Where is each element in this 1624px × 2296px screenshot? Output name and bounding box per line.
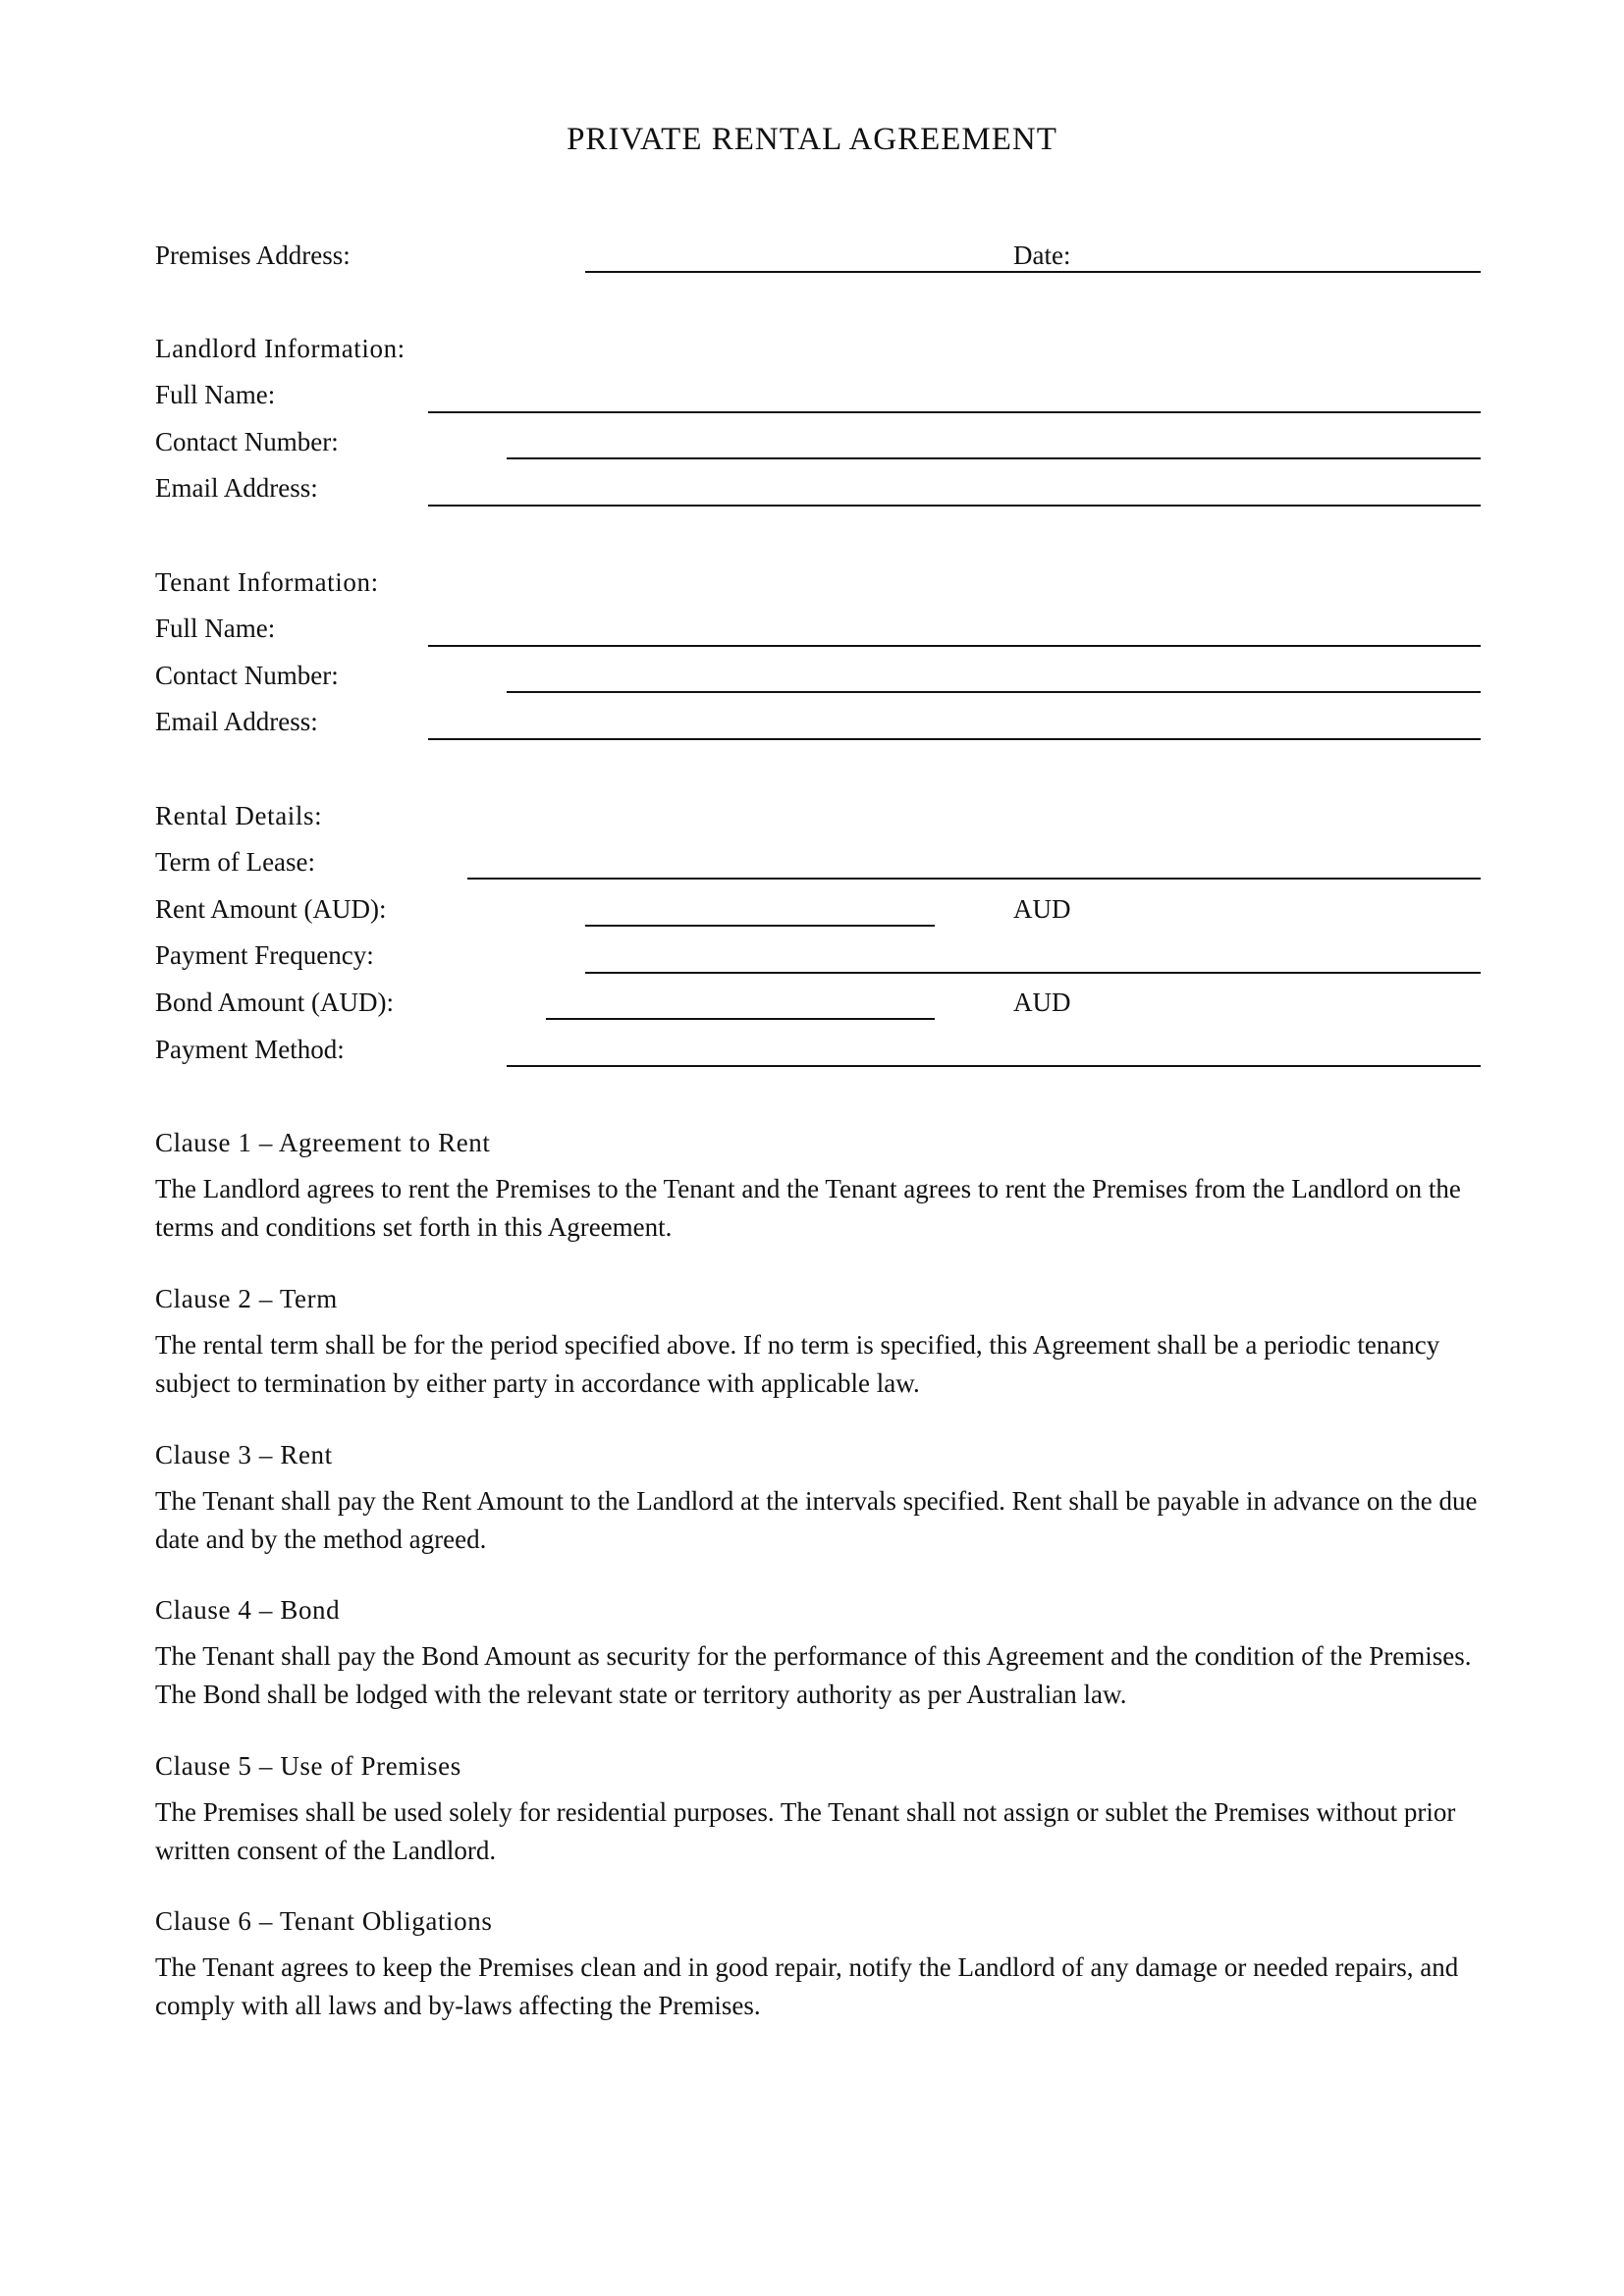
tenant-full-name-label: Full Name: [155, 614, 276, 643]
clause-6-heading: Clause 6 – Tenant Obligations [155, 1906, 493, 1936]
clause-1-body: The Landlord agrees to rent the Premises to the Tenant and the Tenant agrees to rent the Premises from the Landlord on the terms and conditions set forth in this Agreement. [155, 1174, 1461, 1242]
term-of-lease-label: Term of Lease: [155, 847, 316, 877]
clause-4-heading: Clause 4 – Bond [155, 1595, 341, 1625]
payment-frequency-label: Payment Frequency: [155, 940, 374, 970]
payment-frequency-field[interactable] [585, 972, 1481, 974]
clause-1-heading: Clause 1 – Agreement to Rent [155, 1128, 491, 1157]
bond-amount-label: Bond Amount (AUD): [155, 988, 394, 1017]
rent-amount-field[interactable] [585, 925, 935, 927]
landlord-email-label: Email Address: [155, 473, 318, 503]
bond-amount-field[interactable] [546, 1018, 935, 1020]
date-field[interactable] [1013, 271, 1481, 273]
clause-5-heading: Clause 5 – Use of Premises [155, 1751, 461, 1781]
payment-method-field[interactable] [507, 1065, 1481, 1067]
landlord-full-name-field[interactable] [428, 411, 1481, 413]
clause-3-heading: Clause 3 – Rent [155, 1440, 333, 1469]
landlord-contact-number-label: Contact Number: [155, 427, 339, 456]
payment-method-label: Payment Method: [155, 1035, 345, 1064]
tenant-section-heading: Tenant Information: [155, 567, 379, 597]
premises-address-label: Premises Address: [155, 240, 351, 270]
clause-6-body: The Tenant agrees to keep the Premises clean and in good repair, notify the Landlord of any damage or needed repairs, and comply with all laws and by-laws affecting the Premises. [155, 1952, 1459, 2020]
premises-address-field[interactable] [585, 271, 1013, 273]
tenant-email-field[interactable] [428, 738, 1481, 740]
clause-5-body: The Premises shall be used solely for residential purposes. The Tenant shall not assign or sublet the Premises without prior written consent of the Landlord. [155, 1797, 1456, 1865]
tenant-full-name-field[interactable] [428, 645, 1481, 647]
tenant-email-label: Email Address: [155, 707, 318, 736]
clause-2-heading: Clause 2 – Term [155, 1284, 338, 1313]
landlord-email-field[interactable] [428, 505, 1481, 507]
clause-2-body: The rental term shall be for the period specified above. If no term is specified, this Agreement shall be a periodic tenancy subject to termination by either party in accordance with applicable law. [155, 1330, 1440, 1398]
tenant-contact-number-field[interactable] [507, 691, 1481, 693]
clause-4-body: The Tenant shall pay the Bond Amount as security for the performance of this Agreement and the condition of the Premises. The Bond shall be lodged with the relevant state or territory authority as per Australian law. [155, 1641, 1472, 1709]
rent-amount-label: Rent Amount (AUD): [155, 894, 387, 924]
term-of-lease-field[interactable] [467, 878, 1481, 880]
document-title: PRIVATE RENTAL AGREEMENT [567, 122, 1057, 157]
date-label: Date: [1013, 240, 1071, 270]
landlord-contact-number-field[interactable] [507, 457, 1481, 459]
bond-amount-unit: AUD [1013, 988, 1071, 1017]
rent-amount-unit: AUD [1013, 894, 1071, 924]
clause-3-body: The Tenant shall pay the Rent Amount to the Landlord at the intervals specified. Rent shall be payable in advance on the due date and by the method agreed. [155, 1486, 1478, 1554]
tenant-contact-number-label: Contact Number: [155, 661, 339, 690]
landlord-full-name-label: Full Name: [155, 380, 276, 409]
landlord-section-heading: Landlord Information: [155, 334, 406, 363]
rental-section-heading: Rental Details: [155, 801, 323, 830]
